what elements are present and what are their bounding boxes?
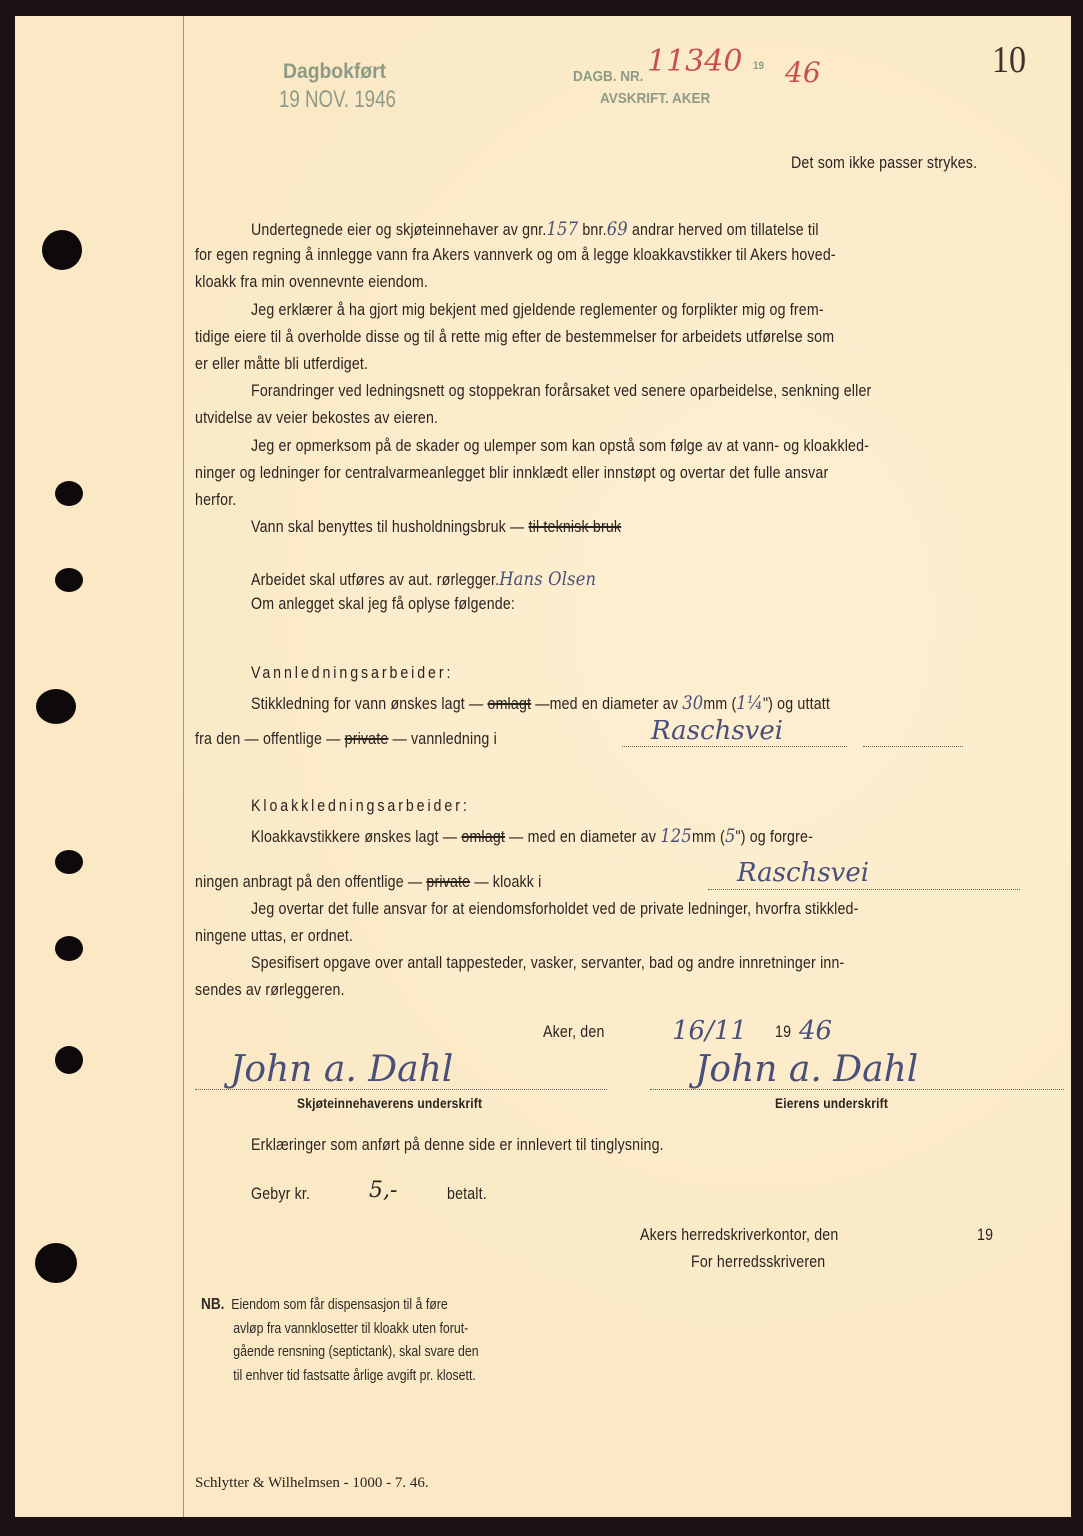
paragraph-line: utvidelse av veier bekostes av eieren.	[195, 409, 439, 427]
punch-hole	[55, 850, 83, 874]
punch-hole	[55, 481, 83, 506]
avskrift-stamp: AVSKRIFT. AKER	[600, 90, 711, 107]
punch-hole	[42, 230, 82, 270]
bnr-value: 69	[606, 218, 628, 240]
struck-text: omlagt	[487, 695, 532, 713]
paragraph-line: er eller måtte bli utferdiget.	[195, 355, 369, 373]
signature-right: John a. Dahl	[695, 1049, 919, 1090]
dagb-year-handwritten: 46	[785, 56, 821, 89]
paragraph-line: Om anlegget skal jeg få oplyse følgende:	[251, 595, 516, 613]
paragraph-line: Vann skal benyttes til husholdningsbruk — til teknisk bruk	[251, 518, 622, 536]
fee-label: Gebyr kr.	[251, 1185, 311, 1203]
paragraph-line: Forandringer ved ledningsnett og stoppekran forårsaket ved senere oparbeidelse, senkning eller	[251, 382, 872, 400]
instruction-text: Det som ikke passer strykes.	[791, 154, 978, 172]
water-diameter-inch: 1¼	[736, 692, 763, 714]
dagb-nr-stamp: DAGB. NR.	[573, 68, 644, 85]
document-page	[15, 16, 1071, 1517]
water-section-heading: Vannledningsarbeider:	[251, 664, 454, 682]
office-line: Akers herredskriverkontor, den	[640, 1226, 839, 1244]
signature-line-left	[195, 1089, 607, 1090]
fill-in-dots	[863, 746, 963, 747]
sewer-line: ningen anbragt på den offentlige — private — kloakk i	[195, 873, 542, 891]
punch-hole	[35, 1243, 77, 1283]
struck-text: omlagt	[461, 828, 506, 846]
signature-line-right	[650, 1089, 1064, 1090]
place-label: Aker, den	[543, 1023, 605, 1041]
dagbokfort-stamp-label: Dagbokført	[283, 60, 387, 83]
punch-hole	[36, 689, 76, 724]
paragraph-line: Jeg er opmerksom på de skader og ulemper som kan opstå som følge av at vann- og kloakkled-	[251, 437, 870, 455]
paragraph-line: tidige eiere til å overholde disse og til å rette mig efter de bestemmelser for arbeidets utførelse som	[195, 328, 835, 346]
signature-caption-right: Eierens underskrift	[775, 1095, 889, 1111]
dagbokfort-stamp-date: 19 NOV. 1946	[279, 86, 396, 113]
margin-line	[183, 16, 184, 1517]
fill-in-dots	[622, 746, 847, 747]
paragraph-line: Arbeidet skal utføres av aut. rørlegger.Hans Olsen	[251, 568, 597, 590]
page-number: 10	[991, 39, 1027, 81]
gnr-value: 157	[546, 218, 579, 240]
paragraph-line: Undertegnede eier og skjøteinnehaver av gnr.157 bnr.69 andrar herved om tillatelse til	[251, 218, 819, 240]
nb-note: NB. Eiendom som får dispensasjon til å føre avløp fra vannklosetter til kloakk uten forut- gående rensning (septictank), skal svare den til enhver tid fastsatte årlige avgift pr. klosett.	[201, 1296, 479, 1384]
paragraph-line: Spesifisert opgave over antall tappesteder, vasker, servanter, bad og andre innretninger inn-	[251, 954, 845, 972]
sewer-street-handwritten: Raschsvei	[737, 858, 870, 888]
struck-text: private	[344, 730, 389, 748]
sewer-diameter-mm: 125	[660, 825, 692, 847]
water-line: fra den — offentlige — private — vannledning i	[195, 730, 497, 748]
year-prefix: 19	[775, 1023, 792, 1041]
water-diameter-mm: 30	[682, 692, 704, 714]
paragraph-line: herfor.	[195, 491, 237, 509]
punch-hole	[55, 568, 83, 592]
paragraph-line: ningene uttas, er ordnet.	[195, 927, 354, 945]
water-line: Stikkledning for vann ønskes lagt — omlagt —med en diameter av 30mm (1¼") og uttatt	[251, 692, 831, 714]
year-handwritten: 46	[799, 1016, 833, 1046]
fee-value-handwritten: 5,-	[369, 1178, 398, 1203]
punch-hole	[55, 1046, 83, 1074]
printer-imprint: Schlytter & Wilhelmsen - 1000 - 7. 46.	[195, 1475, 429, 1491]
for-herredsskriveren: For herredsskriveren	[691, 1253, 826, 1271]
date-handwritten: 16/11	[672, 1016, 747, 1046]
declaration-text: Erklæringer som anført på denne side er innlevert til tinglysning.	[251, 1136, 664, 1154]
office-year: 19	[977, 1226, 994, 1244]
nb-label: NB.	[201, 1296, 225, 1313]
sewer-line: Kloakkavstikkere ønskes lagt — omlagt — med en diameter av 125mm (5") og forgre-	[251, 825, 813, 847]
water-street-handwritten: Raschsvei	[651, 716, 784, 746]
paragraph-line: ninger og ledninger for centralvarmeanlegget blir innklædt eller innstøpt og overtar det fulle ansvar	[195, 464, 829, 482]
signature-left: John a. Dahl	[230, 1049, 454, 1090]
paragraph-line: sendes av rørleggeren.	[195, 981, 345, 999]
struck-text: private	[426, 873, 471, 891]
fill-in-dots	[708, 889, 1020, 890]
sewer-diameter-inch: 5	[724, 825, 736, 847]
struck-text: til teknisk bruk	[528, 518, 622, 536]
paragraph-line: kloakk fra min ovennevnte eiendom.	[195, 273, 429, 291]
fee-status: betalt.	[447, 1185, 487, 1203]
plumber-name: Hans Olsen	[499, 568, 597, 590]
sewer-section-heading: Kloakkledningsarbeider:	[251, 797, 470, 815]
dagb-nr-handwritten: 11340	[647, 44, 743, 79]
paragraph-line: for egen regning å innlegge vann fra Akers vannverk og om å legge kloakkavstikker til Akers hoved-	[195, 246, 836, 264]
paragraph-line: Jeg erklærer å ha gjort mig bekjent med gjeldende reglementer og forplikter mig og frem-	[251, 301, 824, 319]
punch-hole	[55, 936, 83, 961]
signature-caption-left: Skjøteinnehaverens underskrift	[297, 1095, 483, 1111]
paragraph-line: Jeg overtar det fulle ansvar for at eiendomsforholdet ved de private ledninger, hvorfra stikkled-	[251, 900, 859, 918]
dagb-year-prefix: 19	[753, 60, 765, 72]
